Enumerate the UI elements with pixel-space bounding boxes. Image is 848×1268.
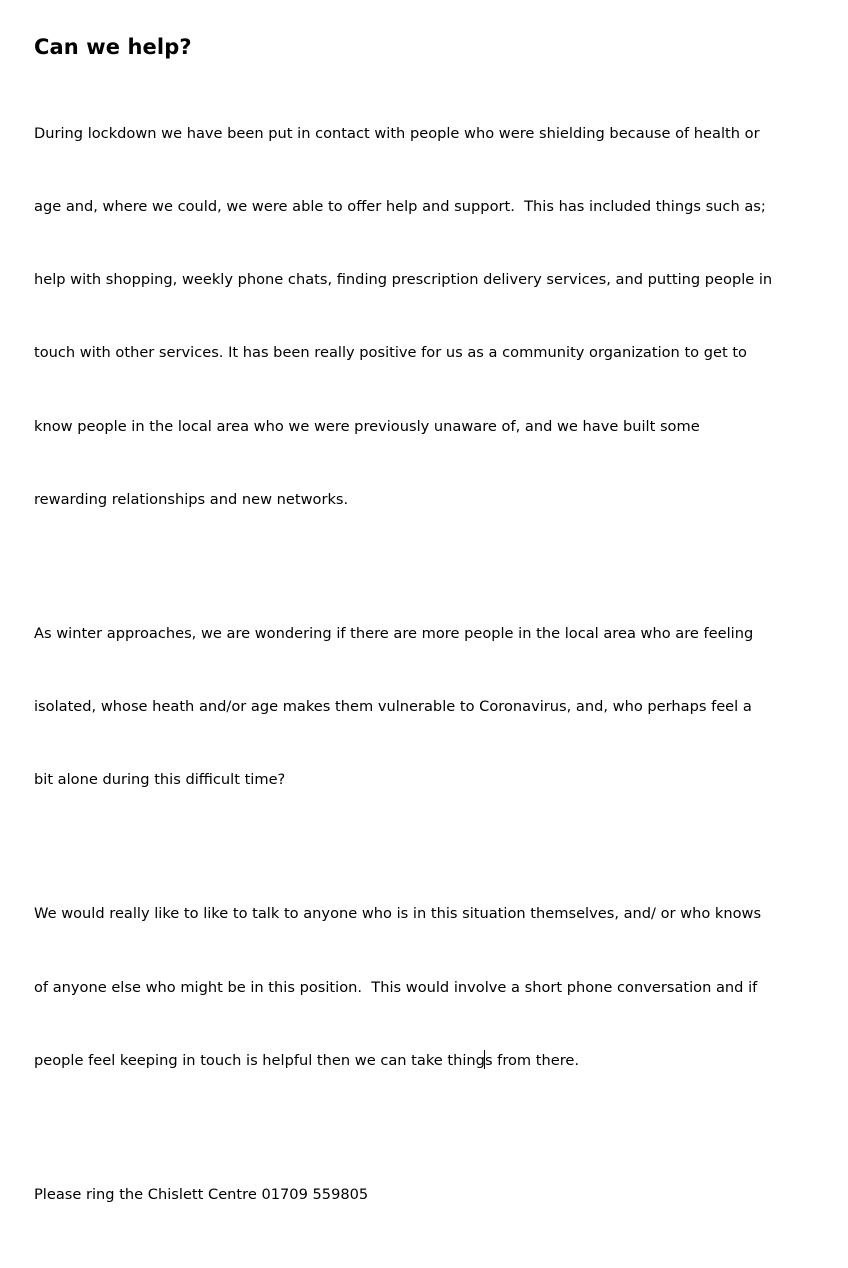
text-line: isolated, whose heath and/or age makes them vulnerable to Coronavirus, and, who perhaps feel a xyxy=(34,698,752,716)
text-line: age and, where we could, we were able to offer help and support. This has included things such as; xyxy=(34,198,766,216)
paragraph-lockdown-help xyxy=(34,73,824,561)
text-line: know people in the local area who we were previously unaware of, and we have built some xyxy=(34,417,700,435)
document-body[interactable] xyxy=(34,33,824,1268)
text-before-cursor: people feel keeping in touch is helpful then we can take thing xyxy=(34,1051,485,1069)
text-line: bit alone during this difficult time? xyxy=(34,771,286,789)
text-line: help with shopping, weekly phone chats, finding prescription delivery services, and putting people in xyxy=(34,271,773,289)
text-line: During lockdown we have been put in contact with people who were shielding because of health or xyxy=(34,124,760,142)
paragraph-contact-phone xyxy=(34,1134,824,1256)
document-heading: Can we help? xyxy=(34,35,192,59)
text-line: of anyone else who might be in this position. This would involve a short phone conversation and if xyxy=(34,978,758,996)
paragraph-talk-to-anyone xyxy=(34,854,824,1122)
paragraph-winter-approaches xyxy=(34,573,824,841)
text-line-with-cursor xyxy=(34,1049,824,1073)
text-after-cursor: s from there. xyxy=(484,1051,580,1069)
text-line: As winter approaches, we are wondering if there are more people in the local area who are feeling xyxy=(34,624,754,642)
text-line: touch with other services. It has been really positive for us as a community organization to get to xyxy=(34,344,747,362)
contact-phone-line: Please ring the Chislett Centre 01709 559805 xyxy=(34,1185,369,1203)
text-line: rewarding relationships and new networks. xyxy=(34,490,349,508)
text-line: We would really like to like to talk to anyone who is in this situation themselves, and/ or who knows xyxy=(34,905,762,923)
